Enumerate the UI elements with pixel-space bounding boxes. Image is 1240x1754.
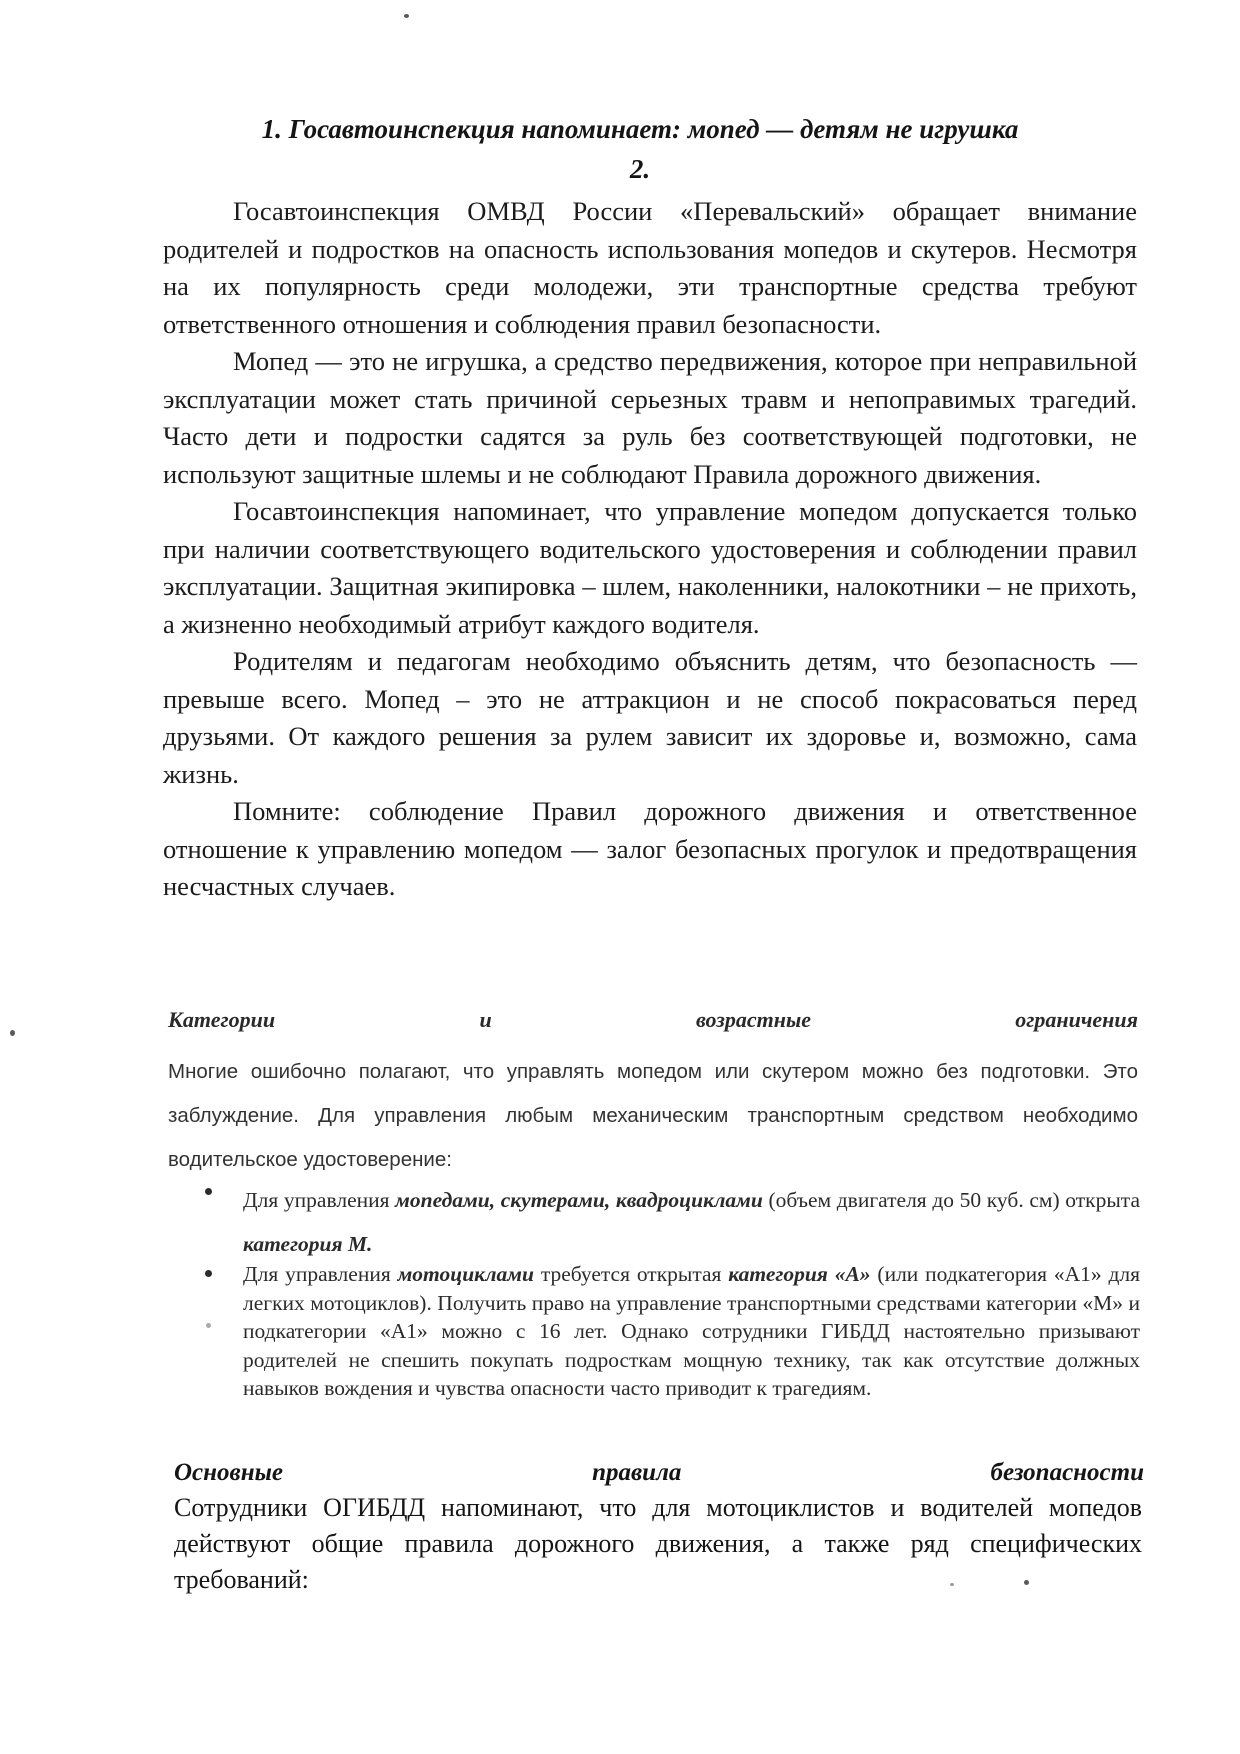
scan-speck: [404, 14, 409, 18]
safety-intro: Сотрудники ОГИБДД напоминают, что для мотоциклистов и водителей мопедов действуют общие правила дорожного движения, а также ряд специфических требований:: [174, 1493, 1142, 1594]
bullet-item-2: Для управления мотоциклами требуется открытая категория «А» (или подкатегория «А1» для легких мотоциклов). Получить право на управление транспортными средствами категории «М» и подкатегории «А1» можно с 16 лет. Однако сотрудники ГИБДД настоятельно призывают родителей не спешить покупать подросткам мощную технику, так как отсутствие должных навыков вождения и чувства опасности часто приводит к трагедиям.: [205, 1260, 1140, 1403]
paragraph-3: Госавтоинспекция напоминает, что управление мопедом допускается только при наличии соответствующего водительского удостоверения и соблюдении правил эксплуатации. Защитная экипировка – шлем, наколенники, налокотники – не прихоть, а жизненно необходимый атрибут каждого водителя.: [163, 496, 1137, 639]
heading-word: Основные: [174, 1459, 284, 1486]
bullet-dot-icon: [205, 1188, 212, 1195]
scan-speck: [206, 1323, 211, 1328]
scan-speck: [1024, 1580, 1029, 1585]
paragraph-2: Мопед — это не игрушка, а средство передвижения, которое при неправильной эксплуатации может стать причиной серьезных травм и непоправимых трагедий. Часто дети и подростки садятся за руль без соответствующей подготовки, не используют защитные шлемы и не соблюдают Правила дорожного движения.: [163, 346, 1137, 489]
title-number: 2.: [629, 154, 651, 184]
heading-word: возрастные: [696, 1007, 811, 1032]
categories-intro-text: Многие ошибочно полагают, что управлять мопедом или скутером можно без подготовки. Это заблуждение. Для управления любым механическим транспортным средством необходимо водительское удостоверение:: [168, 1060, 1138, 1171]
paragraph-1: Госавтоинспекция ОМВД России «Перевальский» обращает внимание родителей и подростков на опасность использования мопедов и скутеров. Несмотря на их популярность среди молодежи, эти транспортные средства требуют ответственного отношения и соблюдения правил безопасности.: [163, 196, 1137, 339]
heading-word: Категории: [168, 1007, 276, 1032]
scan-speck: [950, 1583, 954, 1586]
paragraph-4: Родителям и педагогам необходимо объяснить детям, что безопасность — превыше всего. Мопед – это не аттракцион и не способ покрасоваться перед друзьями. От каждого решения за рулем зависит их здоровье и, возможно, сама жизнь.: [163, 646, 1137, 789]
heading-categories: [168, 1007, 1138, 1033]
document-title: 1. Госавтоинспекция напоминает: мопед — детям не игрушка: [261, 114, 1019, 144]
categories-intro: [168, 1050, 1138, 1182]
bullet-dot-icon: [205, 1270, 212, 1277]
heading-word: безопасности: [990, 1459, 1144, 1486]
heading-safety: [174, 1459, 1144, 1487]
heading-word: ограничения: [1015, 1007, 1138, 1032]
bullet-item-1: Для управления мопедами, скутерами, квадроциклами (объем двигателя до 50 куб. см) открыта категория М.: [205, 1178, 1140, 1266]
paragraph-5: Помните: соблюдение Правил дорожного движения и ответственное отношение к управлению мопедом — залог безопасных прогулок и предотвращения несчастных случаев.: [163, 796, 1137, 901]
heading-word: и: [479, 1007, 492, 1032]
scan-speck: [10, 1030, 15, 1036]
heading-word: правила: [592, 1459, 682, 1486]
body-text: [163, 193, 1137, 906]
